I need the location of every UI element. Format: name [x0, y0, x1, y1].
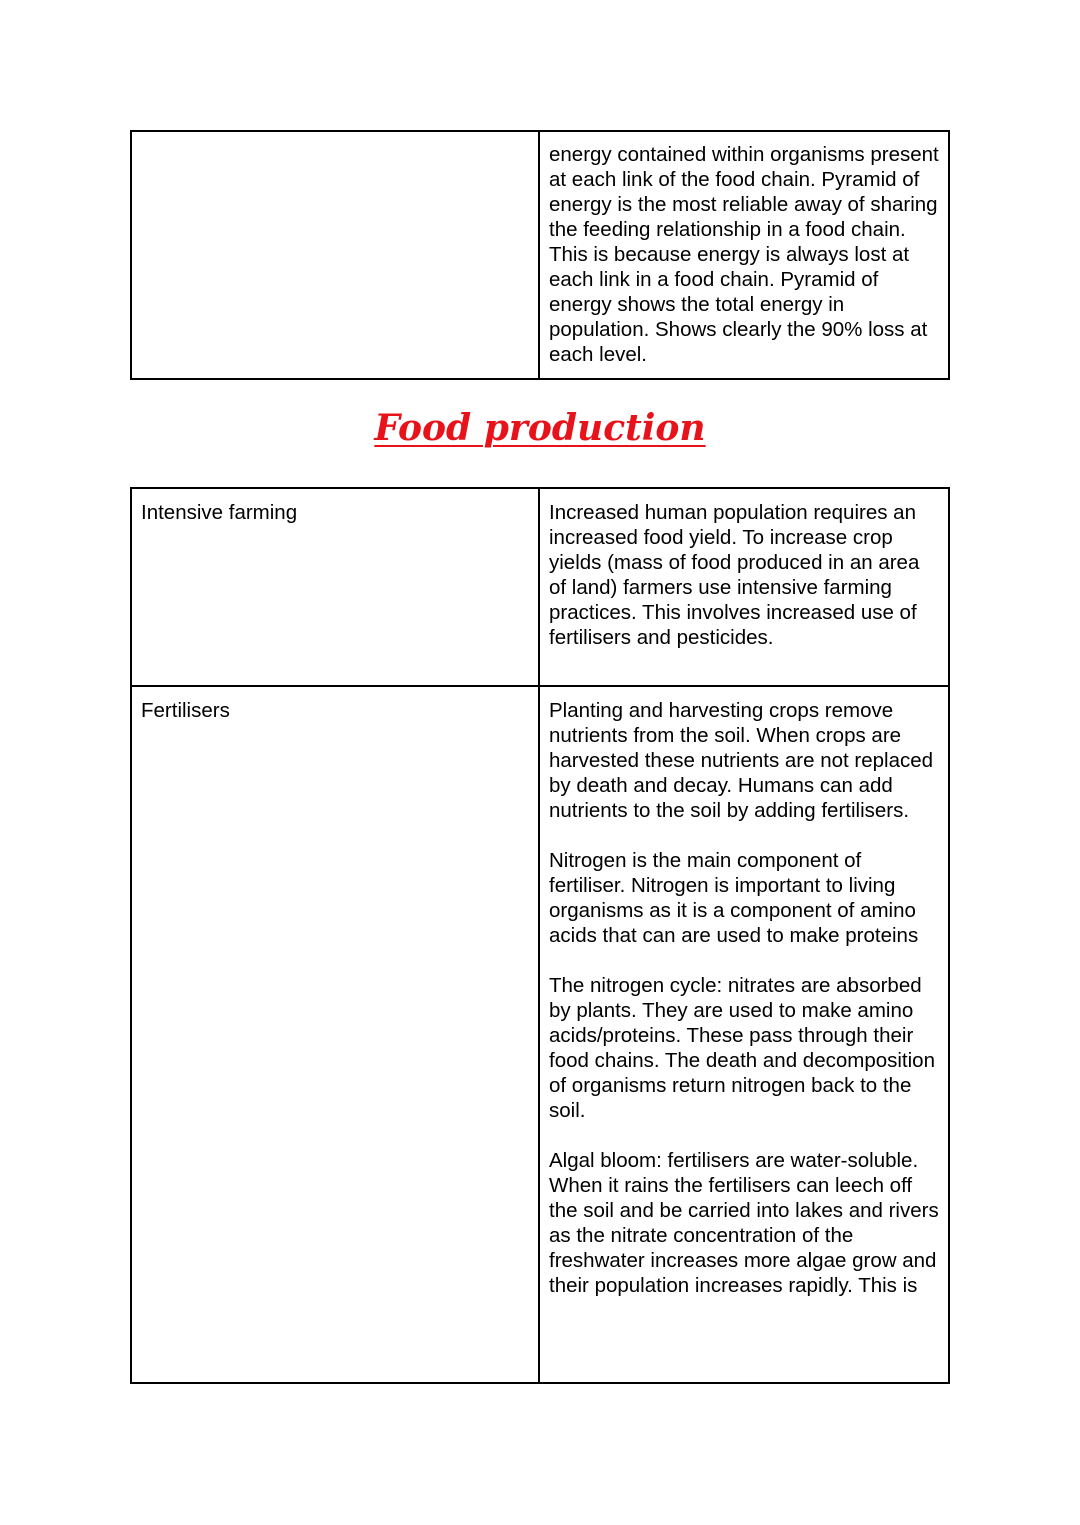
- table-row: [131, 686, 949, 1383]
- energy-pyramid-table: [130, 130, 950, 380]
- definition-cell: [539, 686, 949, 1383]
- term-cell: [131, 131, 539, 379]
- term-cell: Fertilisers: [131, 686, 539, 1383]
- definition-paragraph: Nitrogen is the main component of fertiliser. Nitrogen is important to living organisms as it is a component of amino acids that can are used to make proteins: [549, 849, 919, 947]
- food-production-table: [130, 487, 950, 1384]
- section-heading: Food production: [374, 407, 706, 449]
- term-cell: Intensive farming: [131, 488, 539, 686]
- definition-cell: [539, 488, 949, 686]
- table-row: [131, 488, 949, 686]
- definition-paragraph: Algal bloom: fertilisers are water-soluble. When it rains the fertilisers can leech off the soil and be carried into lakes and rivers as the nitrate concentration of the freshwater increases more algae grow and their population increases rapidly. This is: [549, 1149, 939, 1297]
- definition-paragraph: Increased human population requires an increased food yield. To increase crop yields (mass of food produced in an area of land) farmers use intensive farming practices. This involves increased use of fertilisers and pesticides.: [549, 501, 920, 649]
- definition-cell: energy contained within organisms present at each link of the food chain. Pyramid of energy is the most reliable away of sharing the feeding relationship in a food chain. This is because energy is always lost at each link in a food chain. Pyramid of energy shows the total energy in population. Shows clearly the 90% loss at each level.: [539, 131, 949, 379]
- definition-paragraph: Planting and harvesting crops remove nutrients from the soil. When crops are harvested these nutrients are not replaced by death and decay. Humans can add nutrients to the soil by adding fertilisers.: [549, 699, 934, 822]
- table-row: [131, 131, 949, 379]
- definition-paragraph: The nitrogen cycle: nitrates are absorbed by plants. They are used to make amino acids/proteins. These pass through their food chains. The death and decomposition of organisms return nitrogen back to the soil.: [549, 974, 935, 1122]
